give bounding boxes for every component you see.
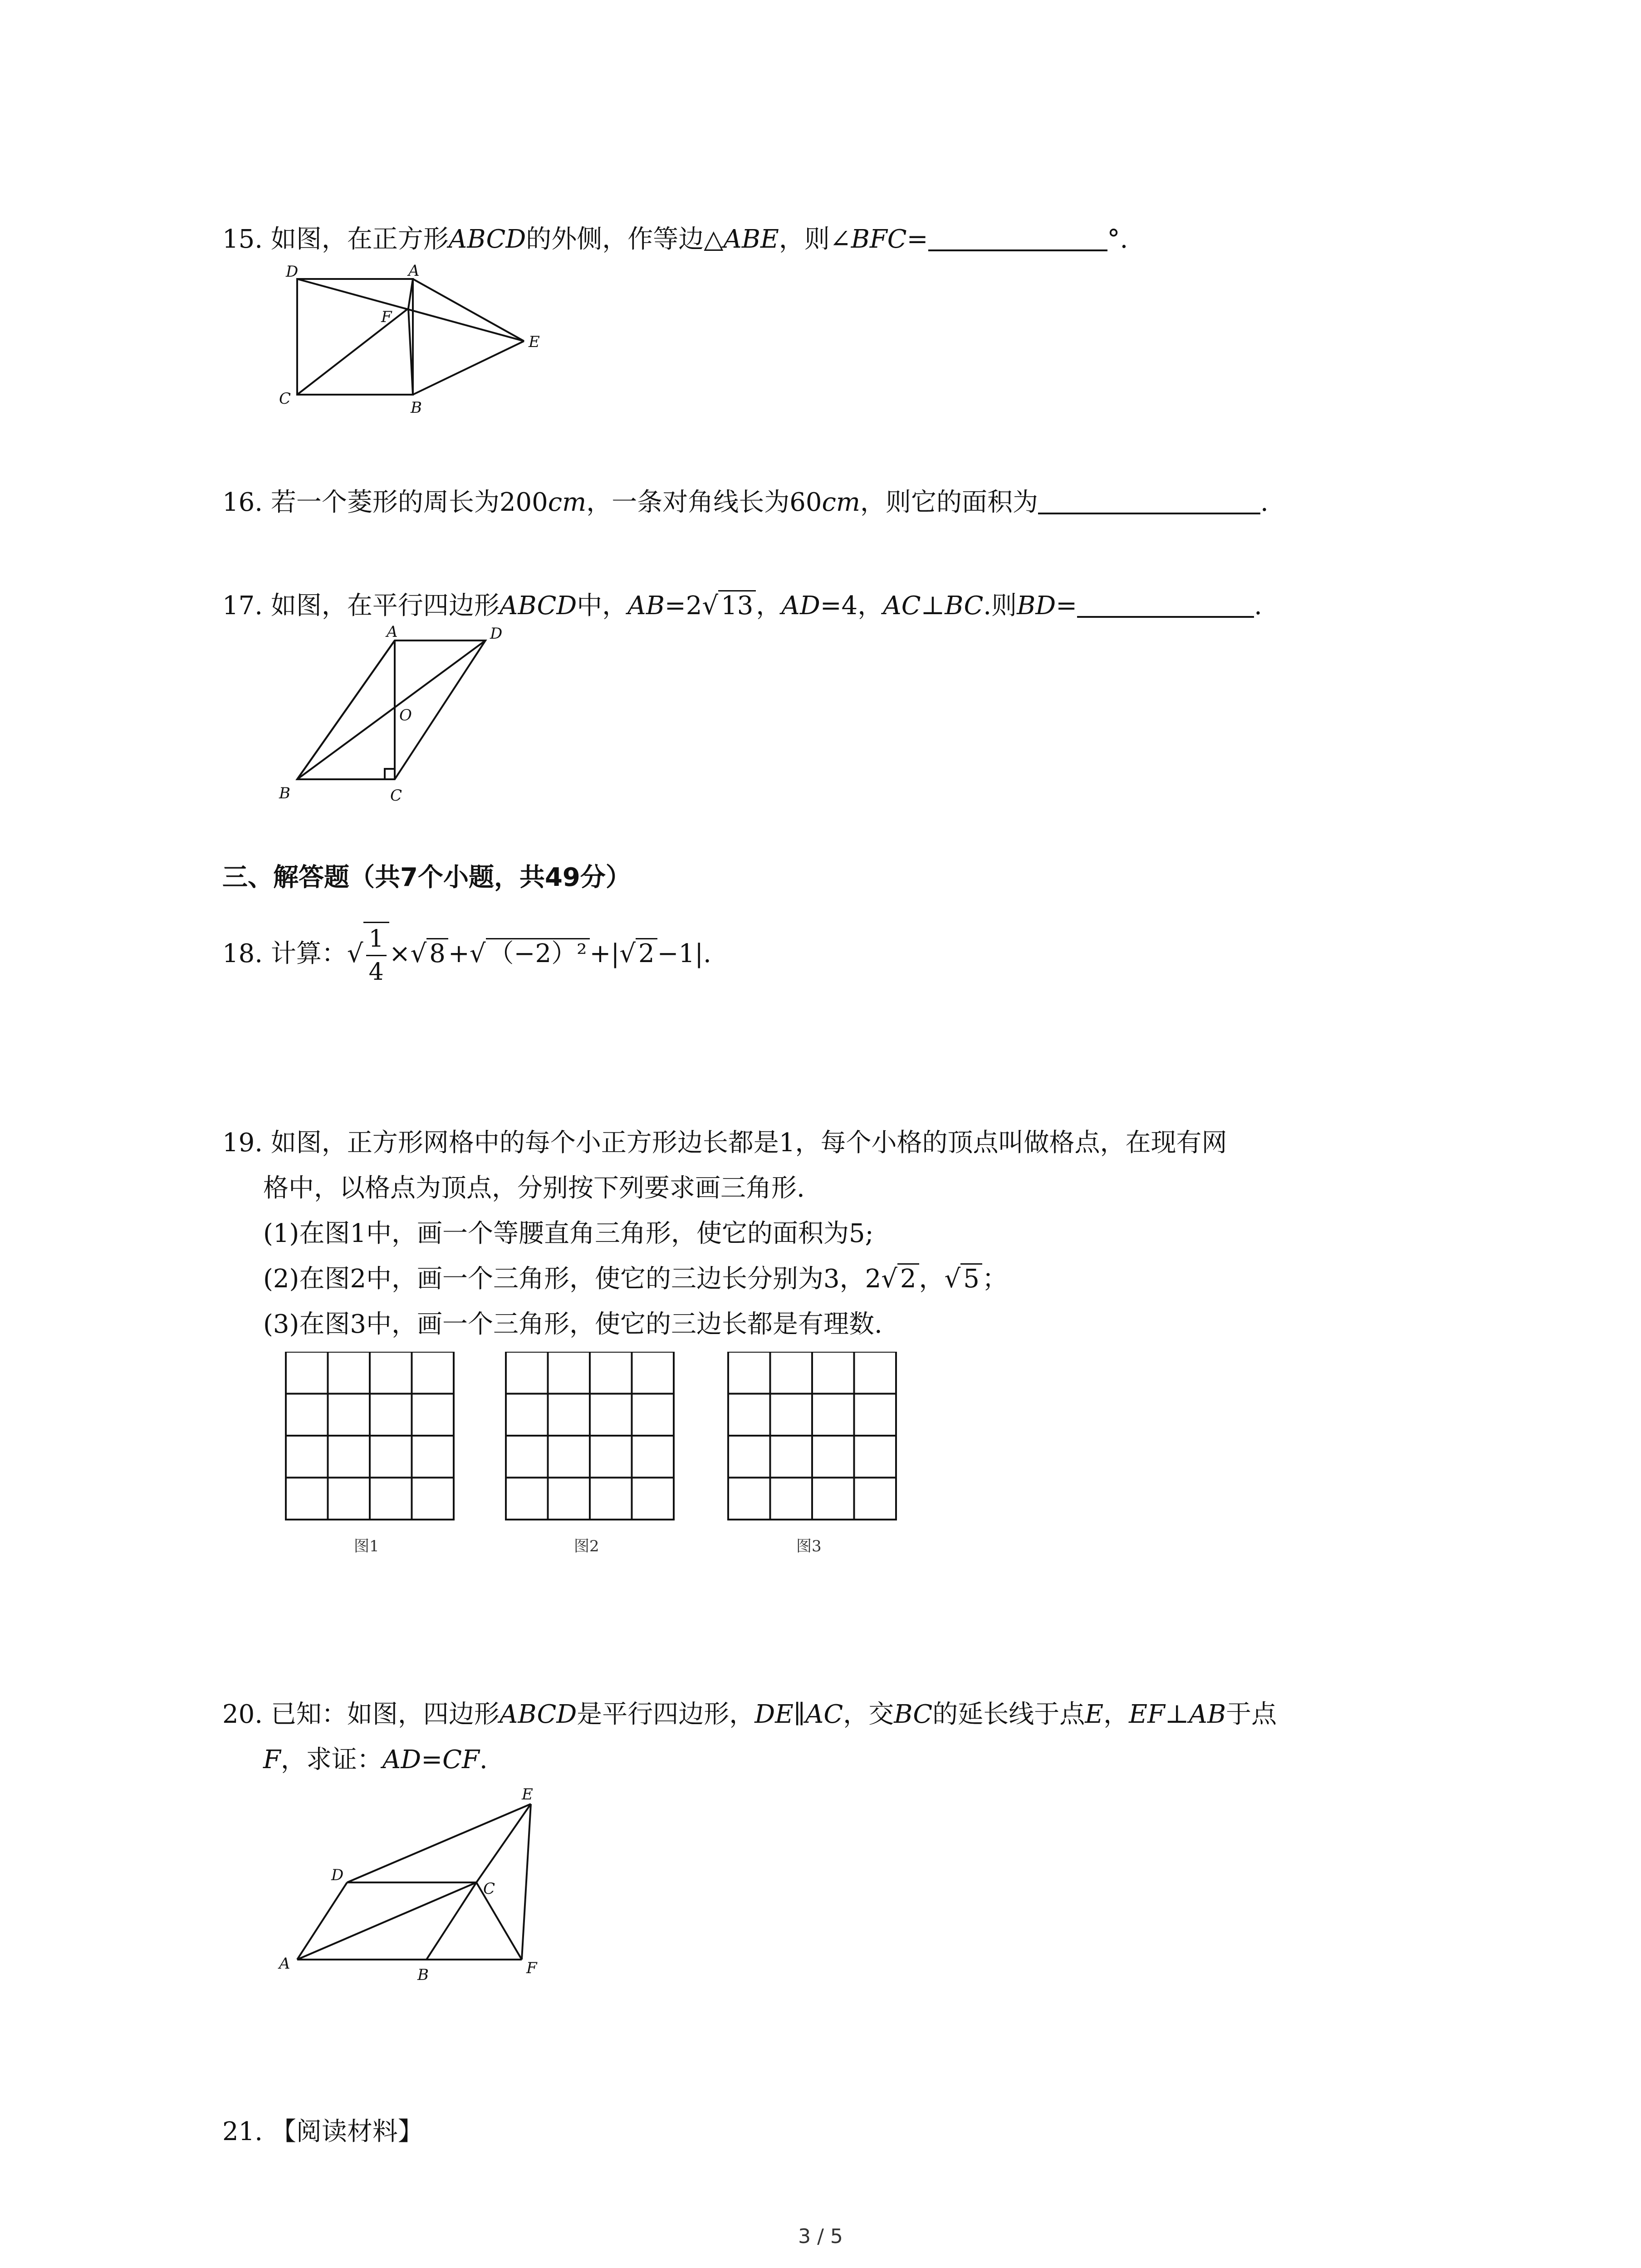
q17-question: 17. 如图，在平行四边形ABCD中，AB=2√ 13 ，AD=4，AC⊥BC.则BD= .	[222, 588, 1262, 624]
label-F: F	[526, 1959, 537, 1977]
label-B: B	[417, 1966, 429, 1984]
caption-fig2: 图2	[574, 1537, 599, 1555]
q19-part3: (3)在图3中，画一个三角形，使它的三边长都是有理数.	[263, 1310, 882, 1339]
q15-figure	[272, 259, 544, 422]
grid-2	[506, 1352, 674, 1520]
q15-question: 15. 如图，在正方形ABCD的外侧，作等边△ABE，则∠BFC= °.	[222, 221, 1128, 258]
q19-line1: 19. 如图，正方形网格中的每个小正方形边长都是1，每个小格的顶点叫做格点，在现有网	[222, 1128, 1227, 1158]
section-3-title: 三、解答题（共7个小题，共49分）	[222, 863, 631, 892]
q16-question: 16. 若一个菱形的周长为200cm，一条对角线长为60cm，则它的面积为 .	[222, 484, 1269, 521]
label-F: F	[381, 308, 392, 326]
q21-heading: 21. 【阅读材料】	[222, 2117, 423, 2146]
label-D: D	[331, 1866, 344, 1884]
page-number: 3 / 5	[798, 2225, 843, 2248]
answer-blank[interactable]	[928, 222, 1107, 251]
label-B: B	[279, 784, 290, 802]
grid-1	[286, 1352, 454, 1520]
label-A: A	[408, 262, 420, 280]
label-A: A	[387, 623, 398, 641]
label-C: C	[279, 390, 291, 408]
q20-line1: 20. 已知：如图，四边形ABCD是平行四边形，DE∥AC，交BC的延长线于点E，EF⊥AB于点	[222, 1700, 1277, 1729]
label-A: A	[279, 1955, 290, 1973]
caption-fig1: 图1	[354, 1537, 379, 1555]
label-C: C	[483, 1880, 495, 1898]
q19-grids	[272, 1352, 930, 1565]
q18-question: 18. 计算：√ $\frac{1}{4}$ ×√ 8 +√ （−2）² +|√ 2 −1|.	[222, 920, 711, 988]
label-C: C	[390, 787, 402, 805]
q17-figure	[268, 621, 522, 807]
label-O: O	[399, 706, 412, 724]
caption-fig3: 图3	[796, 1537, 822, 1555]
q20-line2: F，求证：AD=CF.	[263, 1745, 488, 1774]
q19-part2: (2)在图2中，画一个三角形，使它的三边长分别为3，2√ 2 ，√ 5 ；	[263, 1264, 1008, 1294]
q19-line2: 格中，以格点为顶点，分别按下列要求画三角形.	[263, 1173, 805, 1203]
sqrt-fraction: √ $\frac{1}{4}$	[347, 920, 389, 988]
q20-figure	[268, 1780, 594, 1994]
label-E: E	[522, 1785, 533, 1804]
label-D: D	[286, 263, 299, 281]
label-B: B	[411, 399, 422, 417]
grid-3	[728, 1352, 896, 1520]
answer-blank[interactable]	[1077, 589, 1254, 618]
sqrt-symbol: √ 13	[702, 588, 756, 624]
label-D: D	[490, 625, 503, 643]
label-E: E	[529, 333, 540, 351]
q19-part1: (1)在图1中，画一个等腰直角三角形，使它的面积为5;	[263, 1219, 874, 1248]
answer-blank[interactable]	[1038, 485, 1260, 514]
